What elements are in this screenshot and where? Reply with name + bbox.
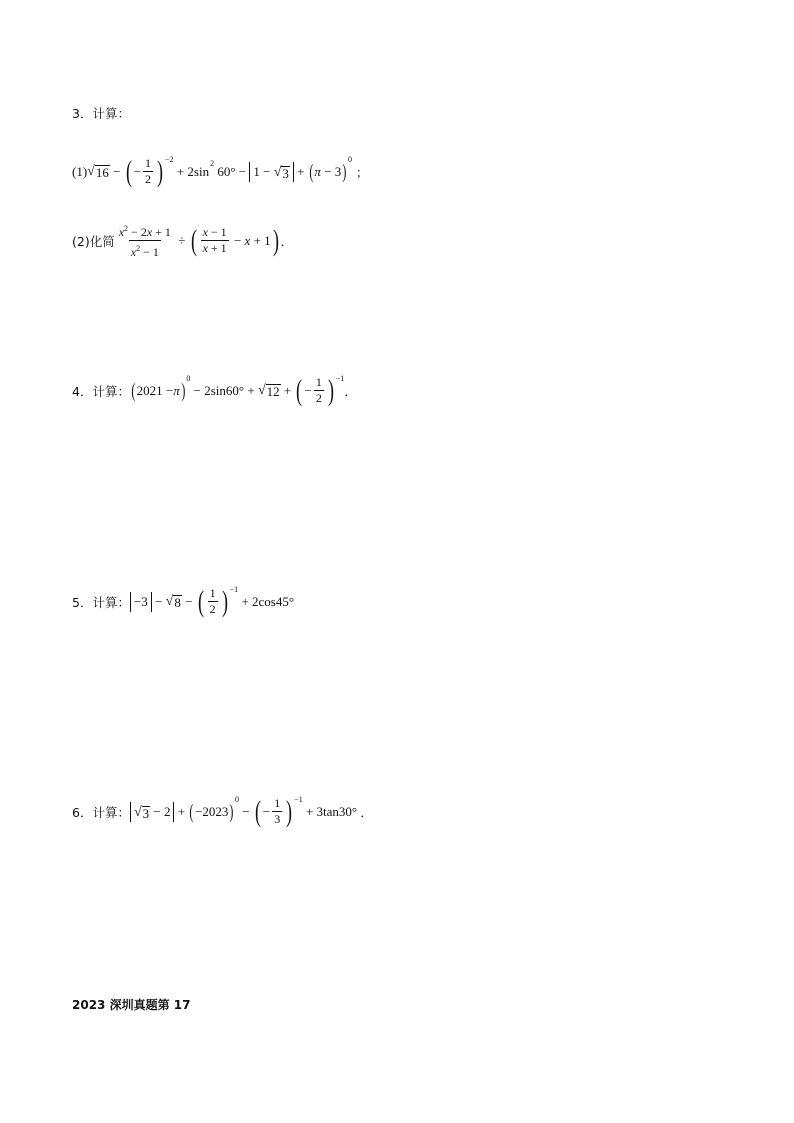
q5-expression: 5．计算： −3 − √ 8 − ( $\frac{1}{2}$ ) −1 + 2cos45° bbox=[72, 584, 295, 618]
q6-header: 6．计算： bbox=[72, 804, 130, 820]
source-footer: 2023 深圳真题第 17 bbox=[72, 998, 191, 1012]
q3-part1-expression: (1) √ 16 − ( − $\frac{1}{2}$ ) −2 + 2sin 2 60° − 1 − √ 3 + ( π − 3 ) 0 ； bbox=[72, 154, 369, 188]
sqrt-12: √ 12 bbox=[257, 382, 280, 399]
abs-1-minus-sqrt3: 1 − √ 3 bbox=[249, 162, 294, 182]
abs-sqrt3-minus-2: √ 3 − 2 bbox=[130, 802, 175, 822]
fraction-x-minus-1-over-x-plus-1: $\frac{x - 1}{x + 1}$ bbox=[202, 225, 227, 255]
q6-expression: 6．计算： √ 3 − 2 + ( −2023 ) 0 − ( − $\frac{1}{3}$ ) −1 + 3tan30° ． bbox=[72, 794, 373, 828]
q3-part2-label: (2)化简 bbox=[72, 233, 115, 249]
q5-header: 5．计算： bbox=[72, 594, 130, 610]
fraction-one-half: $\frac{1}{2}$ bbox=[145, 156, 152, 186]
q4-expression: 4．计算： ( 2021 − π ) 0 − 2sin60° + √ 12 + ( − $\frac{1}{2}$ ) −1 ． bbox=[72, 373, 357, 407]
sqrt-16: √ 16 bbox=[87, 163, 109, 180]
sqrt-8: √ 8 bbox=[165, 593, 181, 610]
q3-part2-expression: (2)化简 $\frac{x^2 - 2x + 1}{x^2 - 1}$ ÷ ( $\frac{x - 1}{x + 1}$ − x + 1 ) ． bbox=[72, 221, 293, 260]
abs-minus-3: −3 bbox=[130, 592, 152, 612]
q4-header: 4．计算： bbox=[72, 383, 130, 399]
q3-header: 3．计算： bbox=[72, 106, 130, 121]
fraction-quadratic: $\frac{x^2 - 2x + 1}{x^2 - 1}$ bbox=[118, 224, 171, 259]
q3-part1-label: (1) bbox=[72, 163, 88, 179]
